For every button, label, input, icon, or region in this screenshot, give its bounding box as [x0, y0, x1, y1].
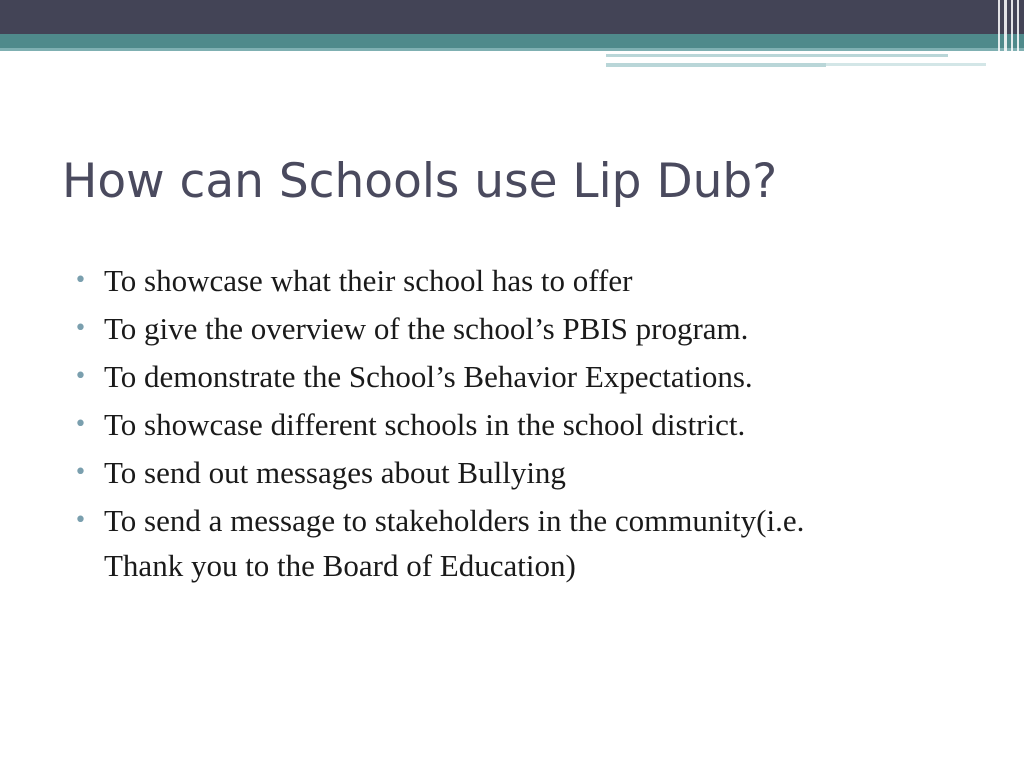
header-band-teal — [0, 34, 1024, 48]
bullet-item — [74, 402, 974, 447]
header-accent-line — [826, 63, 986, 66]
bullet-text: To demonstrate the School’s Behavior Expectations. — [104, 359, 753, 394]
bullet-icon: • — [74, 460, 87, 485]
header-band-teal-light — [0, 48, 1024, 51]
bullet-icon: • — [74, 412, 87, 437]
header-accent-line — [606, 54, 948, 57]
bullet-text: To send a message to stakeholders in the community(i.e. Thank you to the Board of Education) — [104, 503, 805, 583]
header-accent-line — [606, 63, 826, 67]
bullet-icon: • — [74, 364, 87, 389]
header-vertical-stripes — [994, 0, 1024, 70]
bullet-list — [74, 258, 974, 591]
bullet-item — [74, 306, 974, 351]
header-band-dark — [0, 0, 1024, 34]
bullet-text: To showcase different schools in the school district. — [104, 407, 746, 442]
bullet-item — [74, 450, 974, 495]
bullet-text: To send out messages about Bullying — [104, 455, 566, 490]
slide-title: How can Schools use Lip Dub? — [62, 154, 778, 209]
bullet-icon: • — [74, 268, 87, 293]
bullet-icon: • — [74, 508, 87, 533]
bullet-item — [74, 258, 974, 303]
bullet-item — [74, 498, 824, 588]
bullet-text: To give the overview of the school’s PBIS program. — [104, 311, 749, 346]
bullet-item — [74, 354, 974, 399]
bullet-text: To showcase what their school has to offer — [104, 263, 633, 298]
bullet-icon: • — [74, 316, 87, 341]
